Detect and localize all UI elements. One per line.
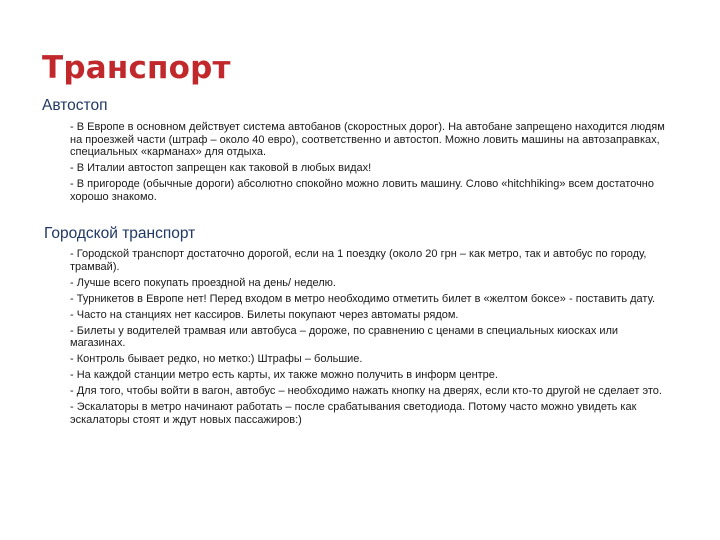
list-item: - Эскалаторы в метро начинают работать – после срабатывания светодиода. Потому часто можно увидеть как эскалаторы стоят и ждут новых пассажиров:) [70,401,668,426]
list-item: - В пригороде (обычные дороги) абсолютно спокойно можно ловить машину. Слово «hitchhiking» всем достаточно хорошо знакомо. [70,178,668,203]
hitchhiking-list [70,121,668,207]
list-item: - На каждой станции метро есть карты, их также можно получить в информ центре. [70,369,668,382]
list-item: - Контроль бывает редко, но метко:) Штрафы – большие. [70,353,668,366]
slide-title: Транспорт [42,50,231,86]
list-item: - В Европе в основном действует система автобанов (скоростных дорог). На автобане запрещено находится людям на проезжей части (штраф – около 40 евро), соответственно и автостоп. Можно ловить машины на автозаправках, специальных «карманах» для отдыха. [70,121,668,159]
list-item: - Лучше всего покупать проездной на день/ неделю. [70,277,668,290]
section-heading-city-transport: Городской транспорт [44,225,196,242]
list-item: - Часто на станциях нет кассиров. Билеты покупают через автоматы рядом. [70,309,668,322]
city-transport-list [70,248,668,430]
list-item: - Городской транспорт достаточно дорогой, если на 1 поездку (около 20 грн – как метро, так и автобус по городу, трамвай). [70,248,668,273]
section-heading-hitchhiking: Автостоп [42,97,108,114]
list-item: - Билеты у водителей трамвая или автобуса – дороже, по сравнению с ценами в специальных киосках или магазинах. [70,325,668,350]
list-item: - В Италии автостоп запрещен как таковой в любых видах! [70,162,668,175]
list-item: - Турникетов в Европе нет! Перед входом в метро необходимо отметить билет в «желтом боксе» - поставить дату. [70,293,668,306]
list-item: - Для того, чтобы войти в вагон, автобус – необходимо нажать кнопку на дверях, если кто-то другой не сделает это. [70,385,668,398]
